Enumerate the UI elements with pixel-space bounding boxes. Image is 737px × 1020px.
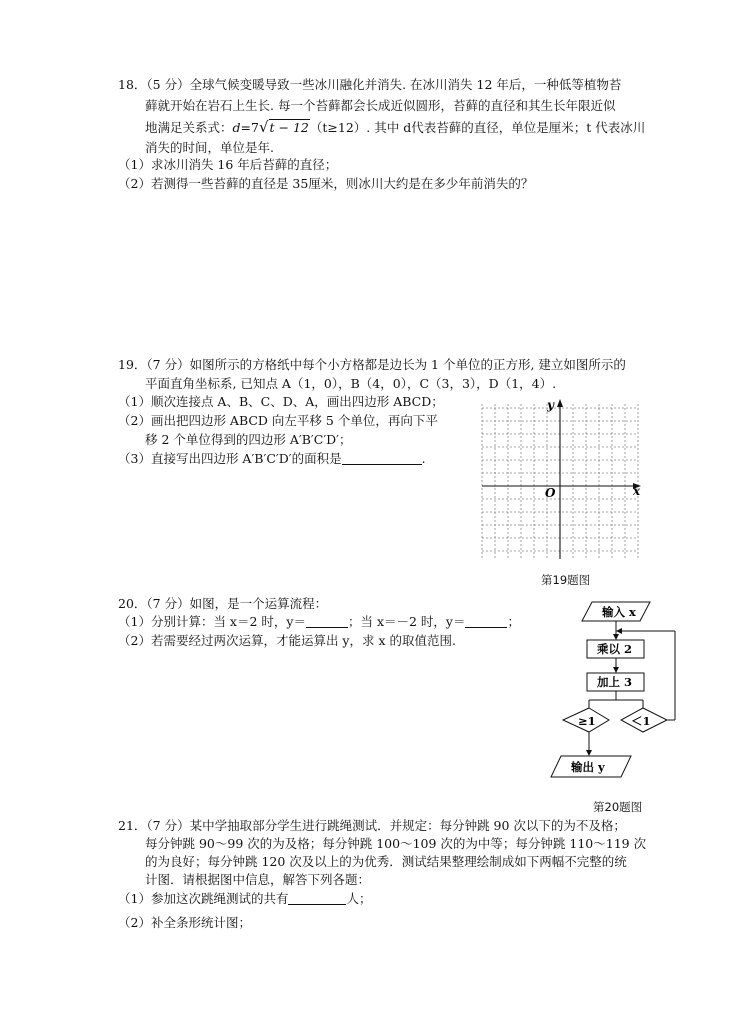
coordinate-grid [476, 396, 652, 564]
q20-part-2: （2）若需要经过两次运算，才能运算出 y，求 x 的取值范围. [118, 633, 456, 648]
flowchart [545, 596, 685, 788]
q20-line-1: 20．（7 分）如图，是一个运算流程： [118, 596, 328, 611]
q20-part-1 [118, 614, 520, 630]
flow-arrow-icon [613, 667, 619, 673]
q19-part-2a: （2）画出把四边形 ABCD 向左平移 5 个单位，再向下平 [118, 413, 438, 428]
flow-input-label: 输入 x [602, 605, 636, 619]
q19-part-3-text: （3）直接写出四边形 A′B′C′D′的面积是 [118, 451, 342, 466]
origin-label: O [545, 486, 556, 500]
q20-part-1a: （1）分别计算：当 x＝2 时，y＝ [118, 614, 306, 629]
answer-blank-1 [306, 615, 348, 628]
flow-add-label: 加上 3 [597, 675, 633, 689]
q21-line-2: 每分钟跳 90～99 次的为及格；每分钟跳 100～109 次的为中等；每分钟跳 110～119 次 [145, 836, 647, 851]
q18-part-1: （1）求冰川消失 16 年后苔藓的直径； [118, 157, 338, 172]
q18-line-2: 藓就开始在岩石上生长. 每一个苔藓都会长成近似圆形，苔藓的直径和其生长年限近似 [145, 98, 616, 113]
x-axis-label: x [633, 484, 641, 498]
q19-part-1: （1）顺次连接点 A、B、C、D、A，画出四边形 ABCD； [118, 394, 444, 409]
formula-d: d [232, 120, 241, 135]
q21-part-1 [118, 891, 371, 907]
flow-lt-label: ＜1 [631, 714, 651, 728]
flow-arrow-icon [613, 634, 619, 640]
q18-line-3-post: . 其中 d代表苔藓的直径，单位是厘米；t 代表冰川 [366, 120, 646, 135]
q18-line-4: 消失的时间，单位是年. [145, 140, 274, 155]
flow-multiply-label: 乘以 2 [597, 642, 633, 656]
q18-part-2: （2）若测得一些苔藓的直径是 35厘米，则冰川大约是在多少年前消失的？ [118, 176, 534, 191]
figure-20-caption: 第20题图 [593, 800, 643, 814]
q18-line-3 [145, 119, 645, 136]
q19-line-2: 平面直角坐标系, 已知点 A（1，0），B（4，0），C（3，3），D（1，4）. [145, 376, 557, 391]
q20-part-1b: ；当 x＝－2 时，y＝ [347, 614, 466, 629]
q21-part-1a: （1）参加这次跳绳测试的共有 [118, 891, 289, 906]
q18-line-1: 18．（5 分）全球气候变暖导致一些冰川融化并消失. 在冰川消失 12 年后，一种低等植物苔 [118, 77, 622, 92]
q21-line-4: 计图．请根据图中信息，解答下列各题： [145, 872, 371, 887]
q21-part-1b: 人； [346, 891, 372, 906]
answer-blank [342, 452, 422, 465]
q21-line-3: 的为良好；每分钟跳 120 次及以上的为优秀．测试结果整理绘制成如下两幅不完整的统 [145, 854, 627, 869]
flow-loop-arrow-icon [616, 628, 622, 634]
flow-output-label: 输出 y [571, 760, 605, 774]
y-axis-label: y [547, 398, 554, 412]
q18-line-3-pre: 地满足关系式： [145, 120, 233, 135]
q20-part-1c: ； [507, 614, 520, 629]
q19-part-2b: 移 2 个单位得到的四边形 A′B′C′D′； [145, 432, 352, 447]
q21-part-2: （2）补全条形统计图； [118, 915, 251, 930]
q21-line-1: 21．（7 分）某中学抽取部分学生进行跳绳测试．并规定：每分钟跳 90 次以下的为不及格； [118, 818, 626, 833]
answer-blank-2 [465, 615, 507, 628]
flow-ge-label: ≥1 [578, 714, 596, 728]
y-axis-arrow-icon [557, 399, 563, 407]
formula-eq: =7 [240, 120, 259, 135]
q19-line-1: 19．（7 分）如图所示的方格纸中每个小方格都是边长为 1 个单位的正方形, 建立如图所示的 [118, 357, 626, 372]
figure-19-caption: 第19题图 [541, 573, 591, 587]
q19-part-3 [118, 451, 426, 467]
sqrt-icon: √ [258, 118, 269, 136]
flow-arrow-icon [586, 750, 592, 756]
q19-part-3-end: . [421, 451, 426, 466]
formula-condition: （t≥12） [309, 120, 367, 135]
answer-blank [288, 892, 346, 905]
formula-radicand: t − 12 [269, 120, 309, 135]
